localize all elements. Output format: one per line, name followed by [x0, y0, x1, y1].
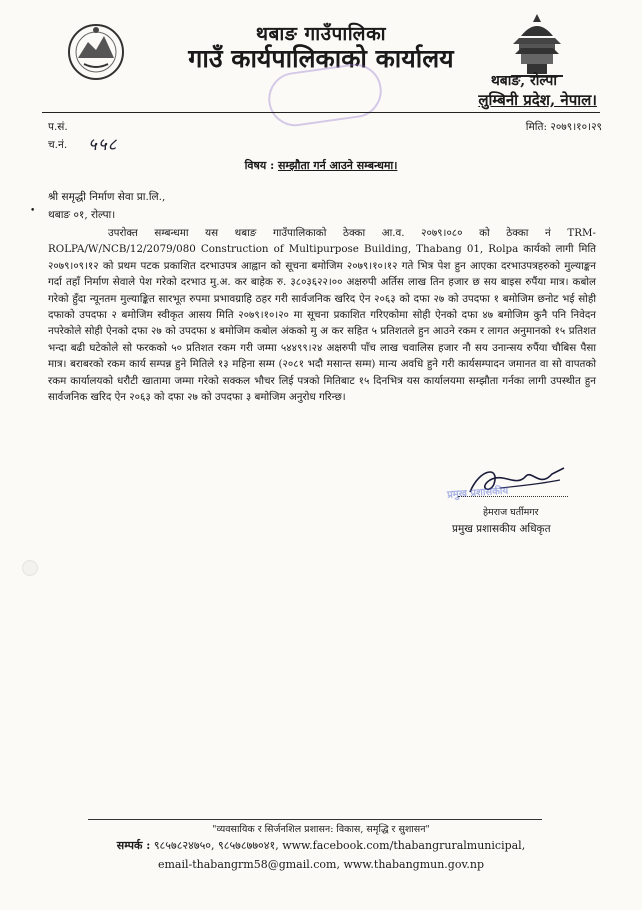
footer-contact	[0, 838, 642, 853]
date-value: २०७९।१०।२९	[550, 121, 602, 133]
date-label: मिति:	[525, 121, 548, 133]
footer-divider	[88, 819, 542, 820]
letter-date	[526, 120, 602, 134]
office-name: गाउँ कार्यपालिकाको कार्यालय	[188, 44, 454, 73]
signature-dotted-line	[458, 496, 568, 497]
footer-email-web: email-thabangrm58@gmail.com, www.thabangmun.gov.np	[157, 858, 484, 871]
punch-hole-mark	[22, 560, 38, 576]
footer-motto: "व्यवसायिक र सिर्जनशिल प्रशासन: विकास, समृद्धि र सुशासन"	[212, 824, 430, 835]
subject-text: सम्झौता गर्न आउने सम्बन्धमा।	[278, 159, 398, 172]
letter-body	[48, 225, 596, 405]
office-province: लुम्बिनी प्रदेश, नेपाल।	[478, 91, 597, 109]
margin-mark-icon: •	[30, 206, 36, 216]
chalani-number-handwritten: ५५८	[88, 135, 118, 155]
signature-stamp: प्रमुख प्रशासकीय	[446, 485, 509, 501]
signatory-title: प्रमुख प्रशासकीय अधिकृत	[452, 523, 551, 535]
recipient-address: थबाङ ०१, रोल्पा।	[48, 209, 116, 221]
recipient-name: श्री समृद्धी निर्माण सेवा प्रा.लि.,	[48, 191, 166, 203]
letter-subject	[0, 158, 642, 173]
subject-label: विषय :	[244, 159, 275, 172]
office-location: थबाङ, रोल्पा	[490, 73, 557, 89]
header-divider	[42, 112, 600, 113]
body-paragraph: उपरोक्त सम्बन्धमा यस थबाङ गाउँपालिकाको ठेक्का आ.व. २०७९।०८० को ठेक्का नं TRM-ROLPA/W/NCB/12/2079/080 Construction of Multipurpose Building, Thabang 01, Rolpa कार्यको लागी मिति २०७९।०९।१२ को प्रथम पटक प्रकाशित दरभाउपत्र आह्वान को सूचना बमोजिम २०७९।१०।१२ गते भित्र पेश हुन आएका दरभाउपत्रहरुको मुल्याङ्कन गर्दा तहाँ निर्माण सेवाले पेश गरेको दरभाउ मु.अ. कर बाहेक रु. ३८०३६२२।०० अक्षरुपी अर्तिस लाख तिन हजार छ सय बाइस रुपैंया मात्र। कबोल गरेको हुँदा न्यूनतम मुल्याङ्कित सारभूत रुपमा प्रभावग्राहि ठहर गरी सार्वजनिक खरिद ऐन २०६३ को दफा २७ को उपदफा १ बमोजिम छनोट भई सोही दफाको उपदफा २ बमोजिम स्वीकृत आसय मिति २०७९।१०।२० मा सूचना प्रकाशित गरिएकोमा सोही ऐनको दफा ४७ बमोजिम कुनै पनि निवेदन नपरेकोले सोही ऐनको दफा २७ को उपदफा ४ बमोजिम कबोल अंकको मु अ कर सहित ५ प्रतिशतले हुन आउने रकम र लागत अनुमानको १५ प्रतिशत भन्दा बढी घटेकोले सो फरकको ५० प्रतिशत रकम गरी जम्मा ५४४९९।२४ अक्षरुपी पाँच लाख चवालिस हजार नौ सय उनान्सय रुपैंया चौबिस पैसा मात्र। बराबरको रकम कार्य सम्पन्न हुने मितिले १३ महिना सम्म (२०८१ भदौ मसान्त सम्म) मान्य अवधि हुने गरी कार्यसम्पादन जमानत वा सो वापतको रकम कार्यालयको धरौटी खातामा जम्मा गरेको सक्कल भौचर लिई पत्रको मितिबाट १५ दिनभित्र यस कार्यालयमा सम्झौता गर्नका लागी उपस्थीत हुन सार्वजनिक खरिद ऐन २०६३ को दफा २७ को उपदफा ३ बमोजिम अनुरोध गरिन्छ।	[48, 227, 596, 404]
signatory-name: हेमराज घर्तीमगर	[483, 507, 539, 518]
municipality-name: थबाङ गाउँपालिका	[255, 23, 387, 45]
chalani-number-label: च.नं.	[48, 139, 68, 151]
contact-value: ९८५७८२४७५०, ९८५७८७७०४१, www.facebook.com/thabangruralmunicipal,	[153, 839, 526, 852]
contact-label: सम्पर्क :	[116, 839, 151, 852]
patra-sankhya-label: प.सं.	[48, 121, 68, 133]
